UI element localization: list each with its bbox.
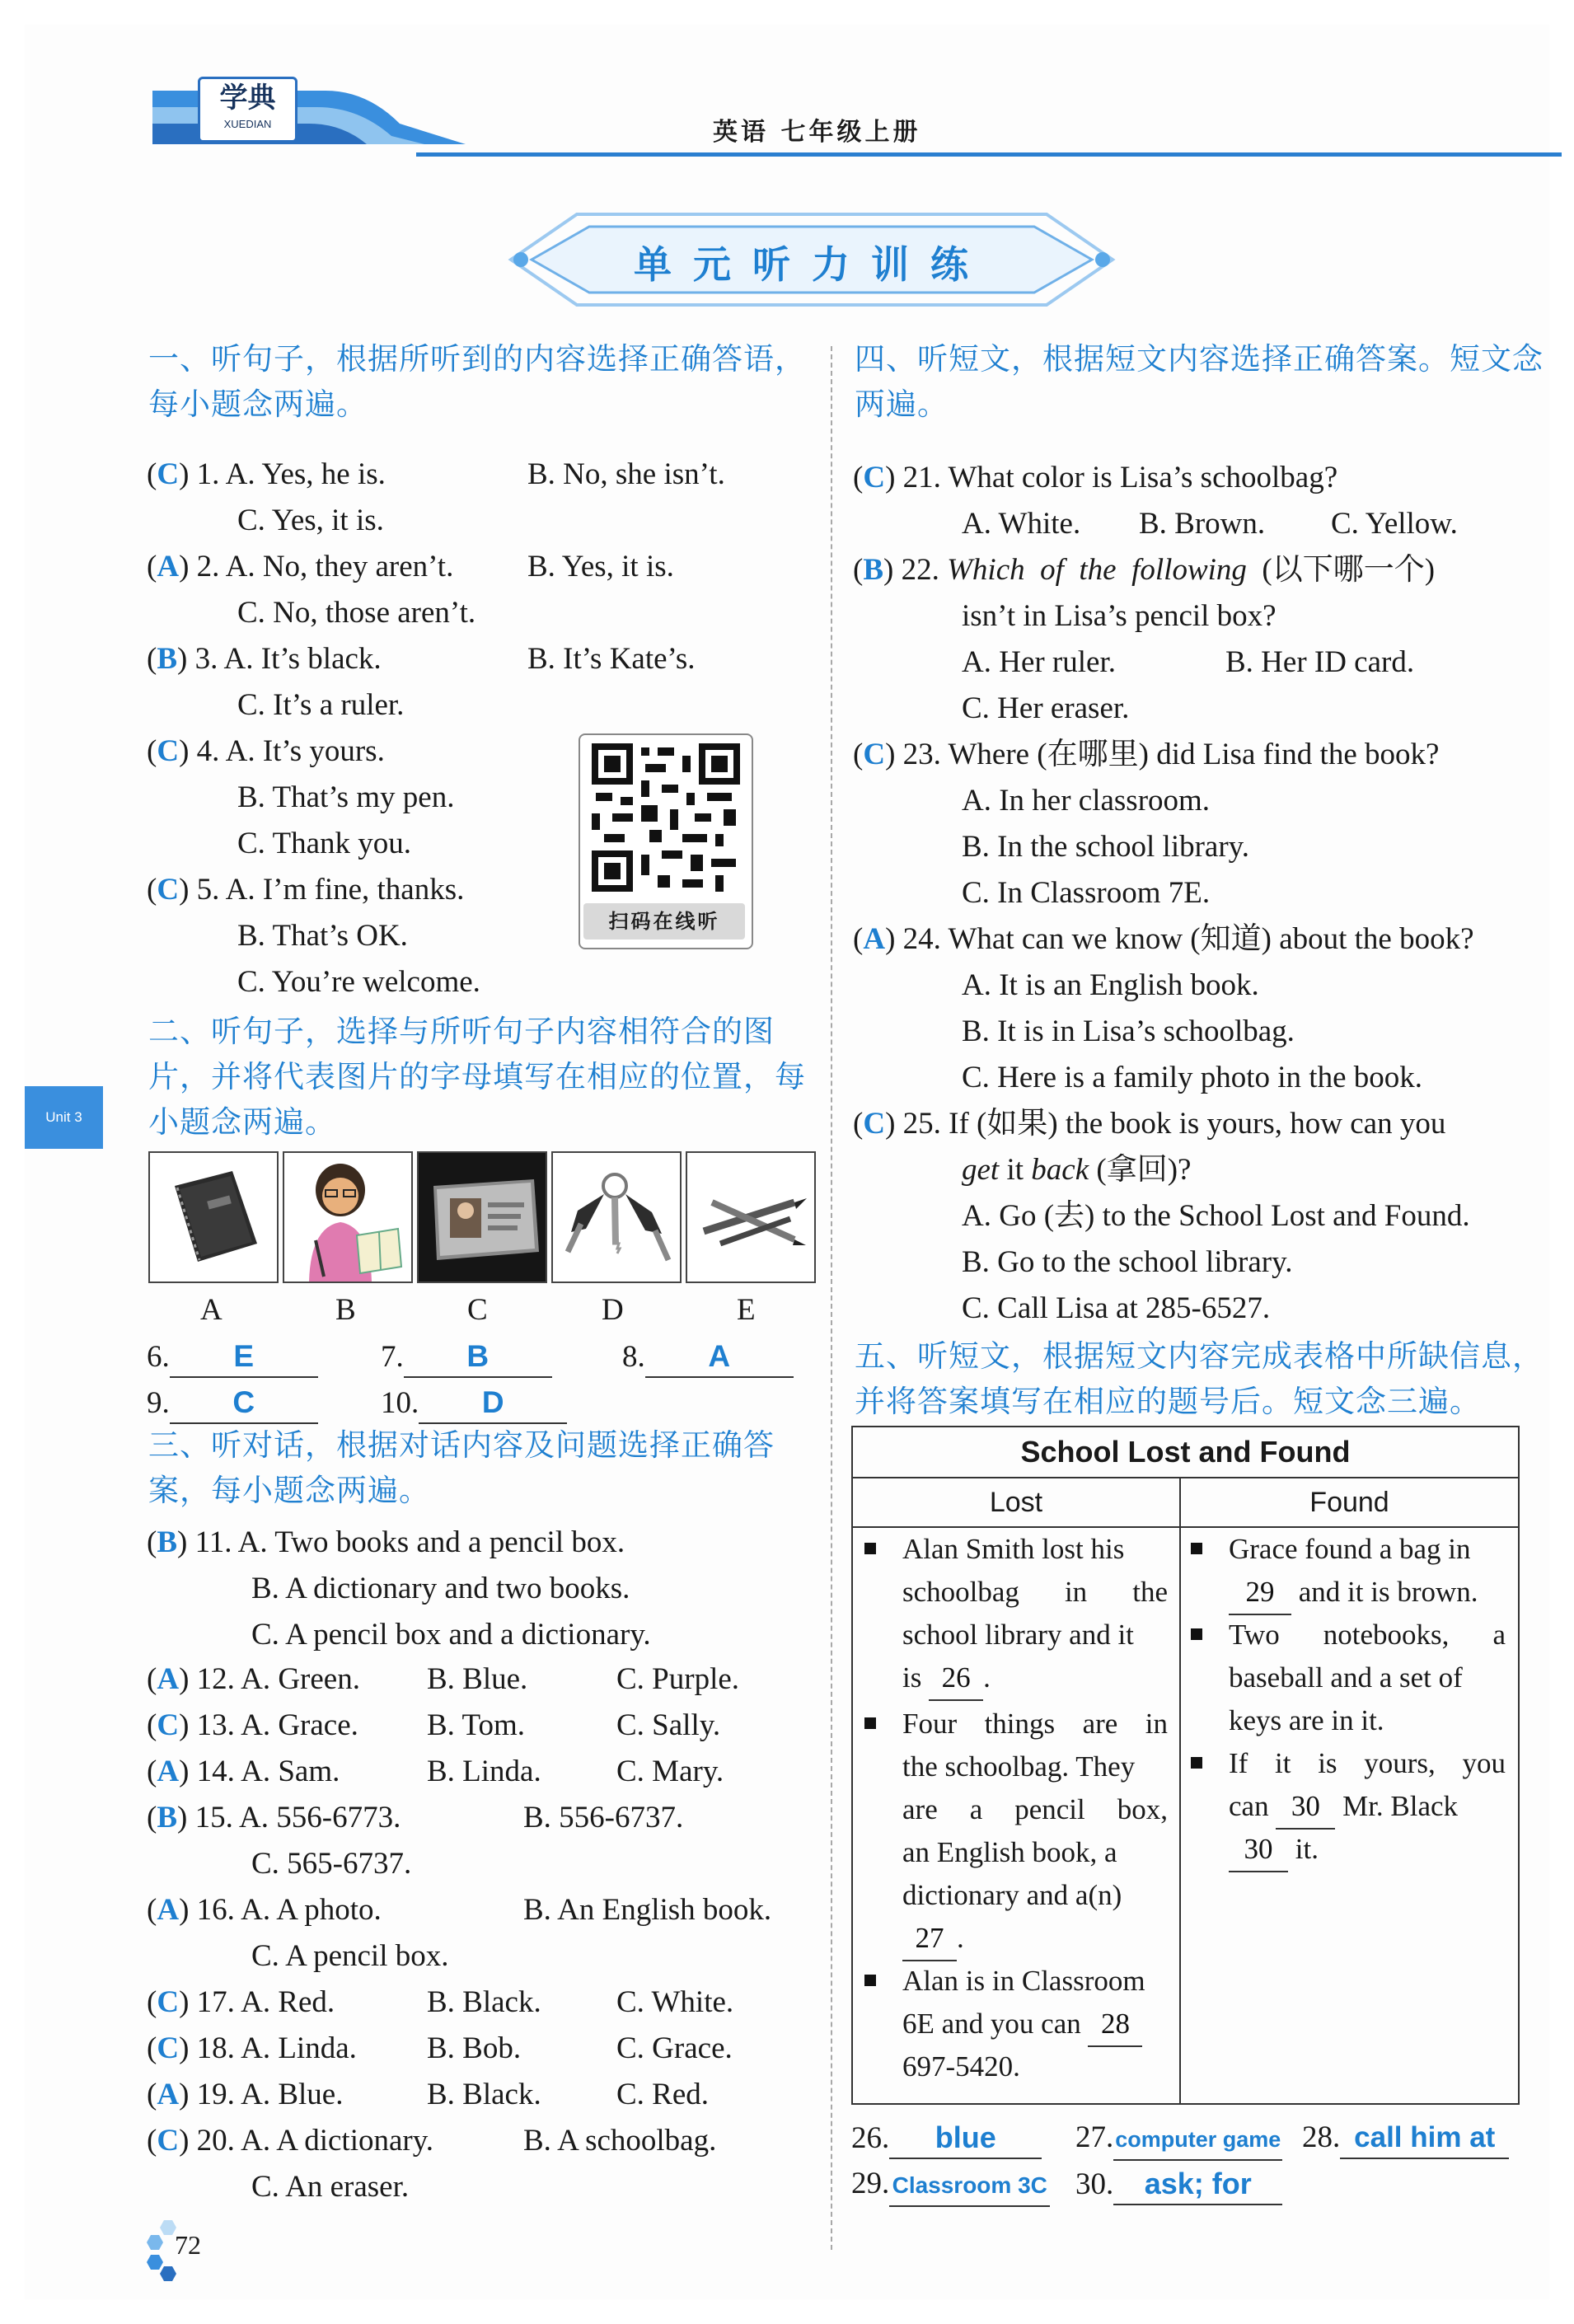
lost-line-2: schoolbag in the (902, 1576, 1168, 1608)
blank-30a: 30 (1276, 1785, 1335, 1830)
q17-option-c: C. White. (616, 1985, 734, 2019)
q12-option-b: B. Blue. (427, 1662, 528, 1696)
table-title: School Lost and Found (853, 1427, 1518, 1478)
bullet-6 (1191, 1757, 1202, 1769)
lost-and-found-table (851, 1426, 1520, 2105)
lost-line-8: an English book, a (902, 1836, 1117, 1868)
qr-caption: 扫码在线听 (583, 903, 745, 939)
table-header-lost: Lost (853, 1478, 1179, 1528)
q18-option-c: C. Grace. (616, 2031, 733, 2065)
q24-stem: (A) 24. What can we know (知道) about the book? (853, 922, 1474, 956)
found-line-5: keys are in it. (1229, 1704, 1384, 1736)
q16-line: (A) 16. A. A photo. (147, 1893, 382, 1927)
q20-answer: C (157, 2124, 180, 2158)
q17-line: (C) 17. A. Red. (147, 1985, 335, 2019)
pic-label-e: E (737, 1293, 756, 1327)
id-card-icon (419, 1153, 546, 1281)
q1-answer: C (157, 457, 180, 491)
header (152, 78, 1562, 169)
q21-stem: (C) 21. What color is Lisa’s schoolbag? (853, 461, 1338, 494)
pic-label-d: D (602, 1293, 624, 1327)
q18-option-b: B. Bob. (427, 2031, 522, 2065)
page (25, 25, 1549, 2299)
section-1-title: 一、听句子，根据所听到的内容选择正确答语，每小题念两遍。 (148, 341, 806, 422)
picture-c-id-card (417, 1151, 547, 1283)
q19-option-c: C. Red. (616, 2078, 710, 2111)
q21-option-c: C. Yellow. (1331, 507, 1458, 541)
q13-option-b: B. Tom. (427, 1708, 526, 1742)
q1-line1: (C) 1. A. Yes, he is. (147, 457, 386, 491)
q15-line: (B) 15. A. 556-6773. (147, 1801, 401, 1834)
q17-answer: C (157, 1985, 180, 2019)
found-line-6: If it is yours, you (1229, 1747, 1506, 1779)
q1-option-c: C. Yes, it is. (237, 504, 384, 537)
answer-30: 30. ask; for (1075, 2164, 1282, 2205)
header-rule (416, 152, 1562, 157)
q19-line: (A) 19. A. Blue. (147, 2078, 344, 2111)
q22-option-b: B. Her ID card. (1225, 645, 1415, 679)
q25-option-a: A. Go (去) to the School Lost and Found. (962, 1199, 1470, 1233)
q21-answer: C (863, 461, 886, 494)
found-line-8: 30 it. (1229, 1828, 1319, 1872)
q19-answer: A (157, 2078, 180, 2111)
section-5-title: 五、听短文，根据短文内容完成表格中所缺信息，并将答案填写在相应的题号后。短文念三遍。 (855, 1338, 1544, 1419)
pic-label-c: C (467, 1293, 488, 1327)
keys-icon (553, 1153, 680, 1281)
bullet-2 (864, 1717, 876, 1729)
answer-26-value: blue (889, 2118, 1042, 2159)
q21-option-a: A. White. (962, 507, 1081, 541)
q17-option-b: B. Black. (427, 1985, 541, 2019)
pic-label-a: A (200, 1293, 223, 1327)
q14-line: (A) 14. A. Sam. (147, 1755, 340, 1788)
q14-answer: A (157, 1755, 180, 1788)
logo-cn: 学典 (219, 82, 276, 115)
q2-option-b: B. Yes, it is. (527, 550, 674, 583)
q2-answer: A (157, 550, 180, 583)
q20-option-c: C. An eraser. (251, 2170, 410, 2204)
table-header-found: Found (1181, 1478, 1518, 1528)
answer-27-value: computer game (1113, 2120, 1282, 2161)
q15-answer: B (157, 1801, 178, 1834)
q22-answer: B (863, 553, 884, 587)
bullet-3 (864, 1975, 876, 1986)
q25-answer: C (863, 1107, 886, 1141)
lost-line-12: 6E and you can 28 (902, 2003, 1142, 2047)
found-line-3: Two notebooks, a (1229, 1619, 1506, 1651)
q22-stem-line2: isn’t in Lisa’s pencil box? (962, 599, 1277, 633)
found-line-1: Grace found a bag in (1229, 1533, 1471, 1565)
q11-answer: B (157, 1525, 178, 1559)
q20-line: (C) 20. A. A dictionary. (147, 2124, 434, 2158)
fill-10: 10. D (381, 1383, 567, 1424)
q23-option-a: A. In her classroom. (962, 784, 1211, 818)
lost-line-1: Alan Smith lost his (902, 1533, 1125, 1565)
section-2-title: 二、听句子，选择与所听句子内容相符合的图片，并将代表图片的字母填写在相应的位置，每小题念两遍。 (148, 1014, 806, 1140)
blank-26: 26 (929, 1656, 983, 1701)
q4-option-b: B. That’s my pen. (237, 780, 455, 814)
blank-28: 28 (1088, 2003, 1142, 2047)
q21-option-b: B. Brown. (1139, 507, 1266, 541)
bullet-4 (1191, 1543, 1202, 1554)
answer-30-value: ask; for (1113, 2164, 1282, 2205)
q23-stem: (C) 23. Where (在哪里) did Lisa find the book? (853, 738, 1440, 771)
q22-stem: (B) 22. Which of the following (以下哪一个) (853, 553, 1436, 587)
q13-option-c: C. Sally. (616, 1708, 721, 1742)
fill-6: 6. E (147, 1337, 318, 1378)
fill-7: 7. B (381, 1337, 552, 1378)
q5-option-b: B. That’s OK. (237, 919, 408, 953)
bullet-5 (1191, 1628, 1202, 1640)
q12-answer: A (157, 1662, 180, 1696)
lost-line-3: school library and it (902, 1619, 1134, 1651)
section-banner (503, 210, 1121, 309)
fill-10-answer: D (419, 1383, 567, 1424)
q16-answer: A (157, 1893, 180, 1927)
q25-stem: (C) 25. If (如果) the book is yours, how can you (853, 1107, 1446, 1141)
q11-line1: (B) 11. A. Two books and a pencil box. (147, 1525, 625, 1559)
column-divider (831, 346, 832, 2250)
fill-7-answer: B (404, 1337, 552, 1378)
q12-option-c: C. Purple. (616, 1662, 740, 1696)
q13-answer: C (157, 1708, 180, 1742)
q16-option-c: C. A pencil box. (251, 1939, 449, 1973)
blank-29: 29 (1229, 1571, 1291, 1615)
fill-8-answer: A (645, 1337, 794, 1378)
answer-28-value: call him at (1340, 2118, 1509, 2159)
blank-30b: 30 (1229, 1828, 1288, 1872)
picture-b-girl (283, 1151, 413, 1283)
q25-stem-line2: get it back (拿回)? (962, 1153, 1192, 1187)
notebook-icon (150, 1153, 277, 1281)
qr-code-icon (592, 743, 740, 892)
q18-line: (C) 18. A. Linda. (147, 2031, 357, 2065)
picture-d-keys (551, 1151, 682, 1283)
table-found-cell (1181, 1528, 1518, 2103)
banner-title: 单元听力训练 (634, 242, 990, 287)
pencils-icon (687, 1153, 814, 1281)
q22-option-a: A. Her ruler. (962, 645, 1116, 679)
pic-label-b: B (335, 1293, 356, 1327)
lost-line-13: 697-5420. (902, 2050, 1020, 2083)
q1-option-b: B. No, she isn’t. (527, 457, 725, 491)
found-line-4: baseball and a set of (1229, 1661, 1463, 1694)
fill-9-answer: C (170, 1383, 318, 1424)
q16-option-b: B. An English book. (523, 1893, 772, 1927)
unit-tab: Unit 3 (25, 1086, 103, 1149)
lost-line-10: 27 . (902, 1917, 964, 1961)
q4-line1: (C) 4. A. It’s yours. (147, 734, 385, 768)
logo-en: XUEDIAN (223, 118, 272, 130)
found-line-7: can 30 Mr. Black (1229, 1785, 1458, 1830)
q20-option-b: B. A schoolbag. (523, 2124, 717, 2158)
q14-option-c: C. Mary. (616, 1755, 724, 1788)
lost-line-11: Alan is in Classroom (902, 1965, 1145, 1997)
q11-option-b: B. A dictionary and two books. (251, 1572, 630, 1605)
q24-option-b: B. It is in Lisa’s schoolbag. (962, 1014, 1295, 1048)
section-4-title: 四、听短文，根据短文内容选择正确答案。短文念两遍。 (855, 341, 1544, 422)
q25-option-c: C. Call Lisa at 285-6527. (962, 1291, 1271, 1325)
q4-answer: C (157, 734, 180, 768)
q23-option-b: B. In the school library. (962, 830, 1250, 864)
q12-line: (A) 12. A. Green. (147, 1662, 360, 1696)
q15-option-b: B. 556-6737. (523, 1801, 684, 1834)
table-lost-cell (853, 1528, 1179, 2103)
q24-option-c: C. Here is a family photo in the book. (962, 1061, 1423, 1094)
q13-line: (C) 13. A. Grace. (147, 1708, 358, 1742)
page-number: 72 (175, 2230, 201, 2260)
q14-option-b: B. Linda. (427, 1755, 541, 1788)
q15-option-c: C. 565-6737. (251, 1847, 412, 1881)
fill-8: 8. A (622, 1337, 794, 1378)
answer-29-value: Classroom 3C (889, 2166, 1050, 2207)
bullet-1 (864, 1543, 876, 1554)
lost-line-4: is 26 . (902, 1656, 991, 1701)
q23-option-c: C. In Classroom 7E. (962, 876, 1211, 910)
q19-option-b: B. Black. (427, 2078, 541, 2111)
lost-line-9: dictionary and a(n) (902, 1879, 1122, 1911)
header-book-title: 英语 七年级上册 (713, 118, 921, 147)
q4-option-c: C. Thank you. (237, 827, 412, 860)
q3-option-b: B. It’s Kate’s. (527, 642, 696, 676)
q3-answer: B (157, 642, 178, 676)
q18-answer: C (157, 2031, 180, 2065)
q11-option-c: C. A pencil box and a dictionary. (251, 1618, 651, 1652)
picture-a-notebook (148, 1151, 279, 1283)
q3-option-c: C. It’s a ruler. (237, 688, 405, 722)
lost-line-6: the schoolbag. They (902, 1750, 1136, 1783)
q3-line1: (B) 3. A. It’s black. (147, 642, 382, 676)
q25-option-b: B. Go to the school library. (962, 1245, 1293, 1279)
answer-28: 28. call him at (1302, 2118, 1509, 2159)
logo-box (198, 77, 297, 143)
girl-with-book-icon (284, 1153, 411, 1281)
section-3-title: 三、听对话，根据对话内容及问题选择正确答案，每小题念两遍。 (148, 1427, 775, 1508)
lost-line-7: are a pencil box, (902, 1793, 1168, 1825)
answer-26: 26. blue (851, 2118, 1042, 2159)
q22-option-c: C. Her eraser. (962, 691, 1130, 725)
picture-row (148, 1151, 814, 1283)
q2-option-c: C. No, those aren’t. (237, 596, 476, 630)
q24-option-a: A. It is an English book. (962, 968, 1259, 1002)
lost-line-5: Four things are in (902, 1708, 1168, 1740)
q23-answer: C (863, 738, 886, 771)
fill-9: 9. C (147, 1383, 318, 1424)
fill-6-answer: E (170, 1337, 318, 1378)
picture-e-pencils (686, 1151, 816, 1283)
q2-line1: (A) 2. A. No, they aren’t. (147, 550, 454, 583)
answer-29: 29. Classroom 3C (851, 2164, 1050, 2207)
q5-option-c: C. You’re welcome. (237, 965, 480, 999)
q5-answer: C (157, 873, 180, 907)
q24-answer: A (863, 922, 886, 956)
q5-line1: (C) 5. A. I’m fine, thanks. (147, 873, 465, 907)
qr-code-box[interactable] (579, 733, 753, 949)
answer-27: 27.computer game (1075, 2118, 1282, 2161)
found-line-2: 29 and it is brown. (1229, 1571, 1478, 1615)
blank-27: 27 (902, 1917, 957, 1961)
